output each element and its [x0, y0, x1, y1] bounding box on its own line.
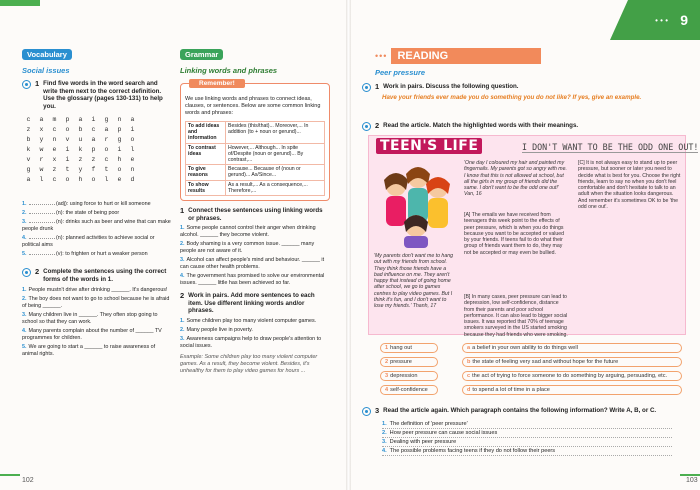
grid-letter: x — [39, 126, 44, 133]
grid-letter: u — [78, 136, 83, 143]
grid-letter: p — [117, 126, 122, 133]
row-heading: To show results — [186, 180, 226, 195]
item-text: People mustn't drive after drinking ______. It's dangerous! — [28, 287, 168, 293]
list-item — [22, 219, 172, 233]
grid-letter: g — [104, 116, 109, 123]
list-item — [382, 438, 672, 447]
match-word-row — [380, 385, 438, 395]
list-item — [22, 312, 172, 326]
grid-letter: i — [117, 146, 122, 153]
grammar-section — [180, 44, 330, 375]
match-word-row — [380, 357, 438, 367]
matching-definitions — [462, 343, 682, 399]
match-word-number: 4 — [385, 387, 389, 393]
grid-letter: a — [104, 126, 109, 133]
footer-line — [680, 474, 700, 476]
reading-dots: ••• — [375, 51, 388, 61]
match-word-number: 1 — [385, 345, 389, 351]
grid-letter: z — [26, 126, 31, 133]
quote-van: 'One day I coloured my hair and painted my fingernails. My parents got so angry with me. I know that this is not allowed at school, but all the girls in my group of friends did the same. I don't want to be the odd one out!' Van, 16 — [464, 160, 567, 198]
grid-letter: r — [39, 156, 44, 163]
matching-words — [380, 343, 438, 399]
match-def-text: to spend a lot of time in a place — [472, 387, 550, 393]
item-text: How peer pressure can cause social issues — [389, 430, 498, 436]
grid-letter: o — [65, 176, 70, 183]
headphones-icon — [362, 407, 371, 416]
grid-letter: b — [78, 126, 83, 133]
page-number-right: 103 — [686, 477, 698, 484]
list-item — [22, 287, 172, 294]
article-title: TEEN'S LIFE — [376, 138, 482, 154]
item-text: Some children play too many violent computer games. — [186, 317, 317, 324]
item-number: 2. — [382, 430, 387, 436]
item-text: (v): to frighten or hurt a weaker person — [56, 251, 148, 257]
quote-thanh: 'My parents don't want me to hang out with my friends from school. They think those friends have a bad influence on me. They aren't happy that instead of going home after school, we go to games centres to play video games. But I think it's fun, and I don't want to lose my friends.' Thanh, 17 — [374, 253, 453, 310]
item-number: 3. — [180, 335, 185, 342]
headphones-icon — [362, 83, 371, 92]
match-def-text: a belief in your own ability to do things well — [472, 345, 578, 351]
item-text: Body shaming is a very common issue. ______ many people are not aware of it. — [180, 241, 315, 255]
list-item — [382, 420, 672, 429]
grid-letter: o — [130, 136, 135, 143]
grid-letter: c — [104, 156, 109, 163]
grid-letter: r — [104, 136, 109, 143]
match-word-row — [380, 343, 438, 353]
row-content: Besides (this/that)... Moreover,... In addition (to + noun or gerund)... — [226, 122, 325, 144]
item-number: 1. — [180, 317, 185, 324]
item-number: 5. — [22, 344, 27, 350]
grammar-exercise-1: 1 Connect these sentences using linking words or phrases. — [180, 206, 323, 222]
item-text: The possible problems facing teens if they do not follow their peers — [389, 448, 556, 454]
grid-letter: o — [117, 166, 122, 173]
paragraph-b: [B] In many cases, peer pressure can lead to depression, low self-confidence, distance from their parents and poor school performance. It can also lead to bigger social issues. It was reported that 70% of teenage smokers surveyed in the US started smoking because they had friends who were smoking. — [464, 294, 568, 338]
item-text: Many children live in ______. They often stop going to school so that they can work. — [22, 312, 158, 325]
exercise-3-list — [382, 420, 672, 456]
sentence-list — [22, 287, 172, 358]
remember-box — [180, 80, 330, 201]
grid-letter: c — [52, 176, 57, 183]
item-text: The government has promised to solve our environmental issues. ______ little has been achieved so far. — [180, 273, 325, 287]
item-number: 4. — [22, 235, 27, 241]
reading-subtitle: Peer pressure — [375, 68, 426, 77]
grammar-items — [180, 225, 330, 287]
item-number: 3. — [180, 257, 185, 264]
reading-label: READING — [391, 48, 541, 64]
match-word-number: 3 — [385, 373, 389, 379]
footer-line — [0, 474, 20, 476]
item-number: 2. — [22, 296, 27, 302]
grid-letter: t — [104, 166, 109, 173]
table-row — [186, 143, 325, 165]
table-row — [186, 122, 325, 144]
item-text: Awareness campaigns help to draw people's attention to social issues. — [180, 335, 322, 349]
grid-letter: g — [117, 136, 122, 143]
match-word[interactable] — [380, 385, 438, 395]
grid-letter: a — [91, 136, 96, 143]
definition-list — [22, 201, 172, 258]
grid-letter: y — [78, 166, 83, 173]
grid-letter: o — [91, 176, 96, 183]
list-item — [22, 296, 172, 310]
match-def-row — [462, 343, 682, 353]
match-def-letter: b — [467, 359, 471, 365]
grid-letter: b — [26, 136, 31, 143]
grid-letter: k — [26, 146, 31, 153]
match-def-row — [462, 385, 682, 395]
list-item — [22, 251, 172, 258]
grid-letter: g — [26, 166, 31, 173]
list-item — [180, 327, 330, 334]
list-item — [22, 210, 172, 217]
remember-intro: We use linking words and phrases to connect ideas, clauses, or sentences. Below are some common linking words and phrases: — [185, 96, 321, 116]
grid-letter: i — [65, 156, 70, 163]
vocabulary-section — [22, 44, 172, 360]
item-number: 2. — [180, 326, 185, 333]
grid-letter: c — [26, 116, 31, 123]
paragraph-a: [A] The emails we have received from teenagers this week point to the effects of peer pressure, which is when you do things because you want to be accepted or valued by your friends. If teens fail to do what their group of friends want them to do, they may not be accepted or may even be bullied. — [464, 212, 565, 256]
headphones-icon — [22, 80, 31, 89]
headphones-icon — [22, 268, 31, 277]
match-word-number: 2 — [385, 359, 389, 365]
item-text: (n): the state of being poor — [56, 210, 120, 216]
row-heading: To contrast ideas — [186, 143, 226, 165]
item-text: The definition of 'peer pressure' — [389, 421, 468, 427]
item-text: (n): drinks such as beer and wine that can make people drunk — [22, 219, 171, 232]
answer-blank[interactable] — [29, 238, 55, 239]
vocab-exercise-1: 1 Find five words in the word search and write them next to the correct definition. Use the glossary (pages 130-131) to help you. — [22, 80, 172, 110]
unit-number: 9 — [680, 12, 688, 28]
grid-letter: o — [104, 146, 109, 153]
match-word-row — [380, 371, 438, 381]
grid-letter: c — [91, 126, 96, 133]
item-text: The boy does not want to go to school because he is afraid of being ______. — [22, 296, 170, 309]
answer-blank[interactable] — [29, 254, 55, 255]
row-content: Because... Because of (noun or gerund)... As/Since... — [226, 165, 325, 180]
item-text: Many people live in poverty. — [186, 326, 253, 333]
item-number: 1. — [22, 287, 27, 293]
list-item — [180, 225, 330, 239]
list-item — [22, 328, 172, 342]
grammar-exercise-2: 2 Work in pairs. Add more sentences to each item. Use different linking words and/or phrases. — [180, 291, 315, 315]
grid-letter: w — [39, 146, 44, 153]
reading-exercise-3: 3 Read the article again. Which paragraph contains the following information? Write A, B, or C. — [362, 407, 682, 416]
item-text: Many parents complain about the number of ______ TV programmes for children. — [22, 328, 162, 341]
word-search-grid — [22, 116, 172, 183]
grid-letter: i — [65, 146, 70, 153]
list-item — [382, 429, 672, 438]
grid-letter: e — [130, 156, 135, 163]
item-text: Dealing with peer pressure — [389, 439, 457, 445]
grid-letter: c — [52, 126, 57, 133]
match-def-letter: c — [467, 373, 471, 379]
list-item — [22, 344, 172, 358]
grid-letter: a — [78, 116, 83, 123]
list-item — [22, 235, 172, 249]
item-number: 3. — [382, 439, 387, 445]
grid-letter: l — [104, 176, 109, 183]
item-number: 4. — [180, 273, 185, 280]
item-number: 4. — [382, 448, 387, 454]
list-item — [180, 336, 330, 350]
row-content: However,... Although... In spite of/Despite (noun or gerund)... By contrast,... — [226, 143, 325, 165]
grid-letter: d — [130, 176, 135, 183]
match-def-row — [462, 357, 682, 367]
grid-letter: h — [117, 156, 122, 163]
item-text: Some people cannot control their anger when drinking alcohol. ______ they become violent. — [180, 225, 316, 239]
list-item — [180, 273, 330, 287]
list-item — [180, 241, 330, 255]
item-number: 3. — [22, 312, 27, 318]
item-number: 2. — [22, 210, 27, 216]
grid-letter: e — [52, 146, 57, 153]
match-definition[interactable] — [462, 371, 682, 381]
match-word[interactable] — [380, 357, 438, 367]
reading-header — [375, 48, 541, 64]
answer-blank[interactable] — [29, 222, 55, 223]
teenagers-illustration — [376, 160, 456, 248]
grid-letter: m — [52, 116, 57, 123]
match-word-text: depression — [390, 373, 418, 379]
match-word-text: self-confidence — [390, 387, 428, 393]
left-page — [0, 0, 347, 490]
row-heading: To give reasons — [186, 165, 226, 180]
linking-words-table — [185, 121, 325, 196]
item-number: 1. — [22, 201, 27, 207]
grid-letter: i — [91, 116, 96, 123]
grid-letter: t — [65, 166, 70, 173]
match-def-row — [462, 371, 682, 381]
grid-letter: e — [117, 176, 122, 183]
row-content: As a result,... As a consequence,... Therefore,... — [226, 180, 325, 195]
match-def-letter: d — [467, 387, 471, 393]
grid-letter: a — [26, 176, 31, 183]
vocab-exercise-2: 2 Complete the sentences using the correct forms of the words in 1. — [22, 268, 172, 283]
grid-letter: x — [52, 156, 57, 163]
item-text: We are going to start a ______ to raise awareness of animal rights. — [22, 344, 156, 357]
grammar-subtitle: Linking words and phrases — [180, 66, 278, 75]
grid-letter: f — [91, 166, 96, 173]
grid-letter: o — [65, 126, 70, 133]
grid-letter: v — [26, 156, 31, 163]
item-text: (n): planned activities to achieve social or political aims — [22, 235, 155, 248]
grid-letter: a — [130, 116, 135, 123]
grid-letter: n — [117, 116, 122, 123]
grid-letter: l — [39, 176, 44, 183]
grid-letter: z — [52, 166, 57, 173]
item-number: 2. — [180, 241, 185, 248]
item-number: 1. — [382, 421, 387, 427]
page-number-left: 102 — [22, 477, 34, 484]
grid-letter: z — [78, 156, 83, 163]
list-item — [180, 318, 330, 325]
remember-tag: Remember! — [189, 79, 245, 88]
table-row — [186, 180, 325, 195]
match-def-text: the act of trying to force someone to do something by arguing, persuading, etc. — [472, 373, 668, 379]
vocabulary-subtitle: Social issues — [22, 66, 70, 75]
list-item — [22, 201, 172, 208]
grid-letter: h — [78, 176, 83, 183]
item-text: (adj): using force to hurt or kill someone — [56, 201, 151, 207]
reading-exercise-2: 2 Read the article. Match the highlighted words with their meanings. — [362, 122, 682, 131]
grid-letter: a — [39, 116, 44, 123]
match-word-text: hang out — [390, 345, 412, 351]
match-def-letter: a — [467, 345, 471, 351]
match-definition[interactable] — [462, 385, 682, 395]
grid-letter: v — [65, 136, 70, 143]
grid-letter: i — [130, 126, 135, 133]
grid-letter: z — [91, 156, 96, 163]
item-number: 3. — [22, 219, 27, 225]
grid-letter: p — [65, 116, 70, 123]
grid-letter: n — [130, 166, 135, 173]
grammar-label: Grammar — [180, 49, 223, 60]
article-heading: I DON'T WANT TO BE THE ODD ONE OUT! — [522, 142, 699, 152]
row-heading: To add ideas and information — [186, 122, 226, 144]
vocabulary-label: Vocabulary — [22, 49, 72, 60]
match-word[interactable] — [380, 343, 438, 353]
item-number: 4. — [22, 328, 27, 334]
grid-letter: y — [39, 136, 44, 143]
grid-letter: p — [91, 146, 96, 153]
match-def-text: the state of feeling very sad and without hope for the future — [472, 359, 619, 365]
grammar-items-2 — [180, 318, 330, 350]
reading-exercise-1: 1 Work in pairs. Discuss the following question. — [362, 83, 682, 92]
grid-letter: w — [39, 166, 44, 173]
match-definition[interactable] — [462, 357, 682, 367]
match-word-text: pressure — [390, 359, 412, 365]
answer-blank[interactable] — [29, 213, 55, 214]
unit-dots: • • • — [655, 16, 668, 25]
paragraph-c: [C] It is not always easy to stand up to peer pressure, but sooner or later you need to decide what is best for you. Choose the right friends, learn to say no when you don't feel comfortable and don't hesitate to talk to an adult when the situation looks dangerous. And remember it's sometimes OK to be 'the odd one out'. — [578, 160, 681, 211]
match-definition[interactable] — [462, 343, 682, 353]
list-item — [180, 257, 330, 271]
answer-blank[interactable] — [29, 204, 55, 205]
table-row — [186, 165, 325, 180]
headphones-icon — [362, 122, 371, 131]
list-item — [382, 447, 672, 456]
top-strip — [0, 0, 40, 6]
discussion-question: Have your friends ever made you do something you do not like? If yes, give an example. — [382, 94, 642, 101]
grid-letter: l — [130, 146, 135, 153]
item-text: Alcohol can affect people's mind and behaviour. ______ it can cause other health problems. — [180, 257, 325, 271]
item-number: 5. — [22, 251, 27, 257]
match-word[interactable] — [380, 371, 438, 381]
grid-letter: k — [78, 146, 83, 153]
grid-letter: n — [52, 136, 57, 143]
item-number: 1. — [180, 225, 185, 232]
grammar-example: Example: Some children play too many violent computer games. As a result, they become violent. Besides, it's unhealthy for them to play video games for hours ... — [180, 353, 318, 374]
